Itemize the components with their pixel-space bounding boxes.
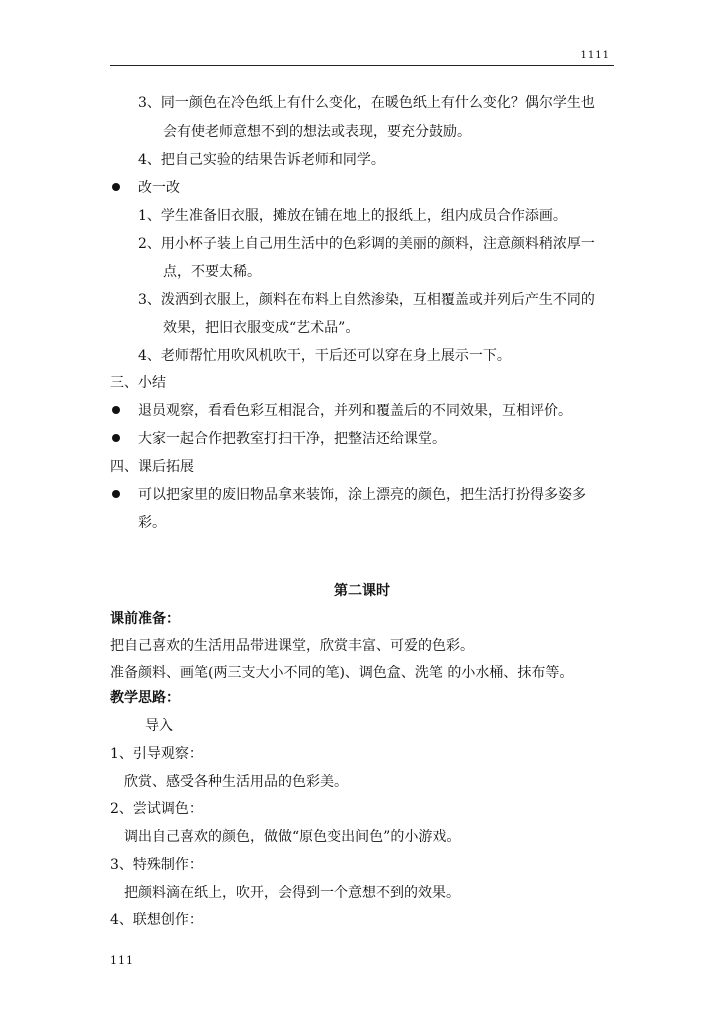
text-line: 会有使老师意想不到的想法或表现，要充分鼓励。 [163, 124, 471, 140]
text-line: 调出自己喜欢的颜色，做做“原色变出间色”的小游戏。 [124, 829, 461, 845]
text-line: 效果，把旧衣服变成“艺术品”。 [163, 320, 360, 336]
bullet-icon [112, 183, 120, 191]
text-line: 2、用小杯子装上自己用生活中的色彩调的美丽的颜料，注意颜料稍浓厚一 [138, 236, 595, 252]
footer-page-number: 111 [110, 954, 134, 967]
step-heading: 1、引导观察： [110, 746, 203, 762]
prep-heading: 课前准备： [110, 611, 180, 627]
text-line: 4、老师帮忙用吹风机吹干，干后还可以穿在身上展示一下。 [138, 348, 511, 364]
text-line: 彩。 [138, 515, 166, 531]
bullet-icon [112, 434, 120, 442]
step-heading: 3、特殊制作： [110, 857, 203, 873]
idea-heading: 教学思路： [110, 690, 180, 706]
text-line: 把颜料滴在纸上，吹开，会得到一个意想不到的效果。 [124, 885, 460, 901]
header-rule [110, 65, 614, 66]
step-heading: 2、尝试调色： [110, 801, 203, 817]
text-line: 1、学生准备旧衣服，摊放在铺在地上的报纸上，组内成员合作添画。 [138, 208, 567, 224]
bullet-icon [112, 490, 120, 498]
lesson-title: 第二课时 [334, 583, 390, 599]
text-line: 3、泼洒到衣服上，颜料在布料上自然渗染，互相覆盖或并列后产生不同的 [138, 292, 595, 308]
text-line: 改一改 [138, 180, 180, 196]
section-heading: 三、小结 [110, 375, 166, 391]
text-line: 把自己喜欢的生活用品带进课堂，欣赏丰富、可爱的色彩。 [110, 638, 474, 654]
text-line: 4、把自己实验的结果告诉老师和同学。 [138, 152, 385, 168]
section-heading: 四、课后拓展 [110, 459, 194, 475]
text-line: 3、同一颜色在冷色纸上有什么变化，在暖色纸上有什么变化？偶尔学生也 [138, 95, 595, 111]
bullet-icon [112, 406, 120, 414]
text-line: 导入 [145, 718, 173, 734]
text-line: 点，不要太稀。 [163, 264, 261, 280]
header-page-number: 1111 [580, 50, 610, 61]
text-line: 欣赏、感受各种生活用品的色彩美。 [124, 774, 348, 790]
step-heading: 4、联想创作： [110, 912, 203, 928]
text-line: 大家一起合作把教室打扫干净，把整洁还给课堂。 [138, 431, 446, 447]
text-line: 退员观察，看看色彩互相混合，并列和覆盖后的不同效果，互相评价。 [138, 403, 572, 419]
text-line: 可以把家里的废旧物品拿来装饰，涂上漂亮的颜色，把生活打扮得多姿多 [138, 487, 586, 503]
text-line: 准备颜料、画笔(两三支大小不同的笔)、调色盒、洗笔 的小水桶、抹布等。 [110, 665, 574, 681]
